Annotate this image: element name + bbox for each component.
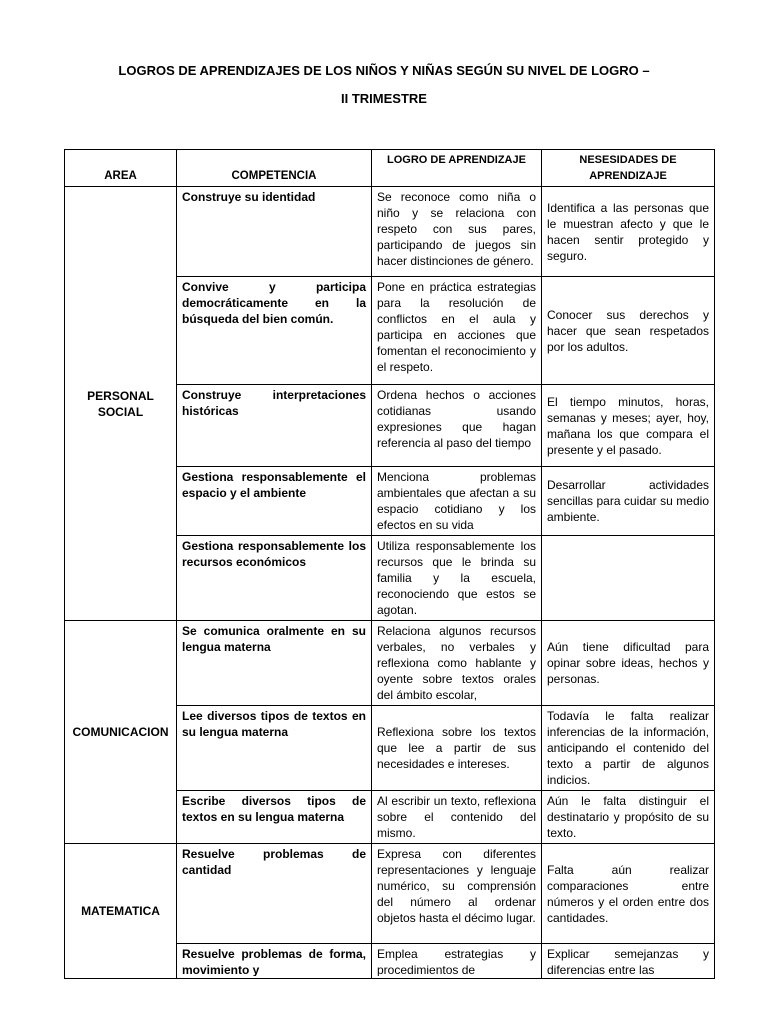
competencia-cell: [177, 944, 372, 979]
necesidad-cell: [542, 944, 715, 979]
logro-text: Emplea estrategias y procedimientos de: [377, 947, 536, 976]
necesidad-cell: [542, 536, 715, 621]
necesidad-cell: Aún tiene dificultad para opinar sobre ideas, hechos y personas.: [542, 621, 715, 706]
necesidad-cell: Conocer sus derechos y hacer que sean respetados por los adultos.: [542, 277, 715, 385]
necesidad-cell: Falta aún realizar comparaciones entre números y el orden entre dos cantidades.: [542, 844, 715, 944]
header-logro: LOGRO DE APRENDIZAJE: [372, 150, 542, 187]
logro-cell: Pone en práctica estrategias para la resolución de conflictos en el aula y participa en acciones que fomentan el reconocimiento y el respeto.: [372, 277, 542, 385]
competencia-cell: Construye interpretaciones históricas: [177, 385, 372, 467]
competencia-cell: Construye su identidad: [177, 187, 372, 277]
competencia-cell: Convive y participa democráticamente en la búsqueda del bien común.: [177, 277, 372, 385]
logro-cell: Menciona problemas ambientales que afectan a su espacio cotidiano y los efectos en su vida: [372, 467, 542, 536]
table-row: [65, 187, 715, 277]
logro-cell: [372, 944, 542, 979]
competencia-cell: Gestiona responsablemente los recursos económicos: [177, 536, 372, 621]
competencia-cell: Resuelve problemas de cantidad: [177, 844, 372, 944]
competencia-cell: Lee diversos tipos de textos en su lengua materna: [177, 706, 372, 791]
header-area: AREA: [65, 150, 177, 187]
logro-cell: Ordena hechos o acciones cotidianas usando expresiones que hagan referencia al paso del tiempo: [372, 385, 542, 467]
table-row: [65, 844, 715, 944]
logro-cell: Se reconoce como niña o niño y se relaciona con respeto con sus pares, participando de juegos sin hacer distinciones de género.: [372, 187, 542, 277]
logro-cell: Al escribir un texto, reflexiona sobre el contenido del mismo.: [372, 791, 542, 844]
achievements-table: [64, 149, 715, 979]
competencia-cell: Escribe diversos tipos de textos en su lengua materna: [177, 791, 372, 844]
necesidad-cell: Aún le falta distinguir el destinatario y propósito de su texto.: [542, 791, 715, 844]
necesidad-cell: Todavía le falta realizar inferencias de la información, anticipando el contenido del texto a partir de algunos indicios.: [542, 706, 715, 791]
competencia-cell: Gestiona responsablemente el espacio y el ambiente: [177, 467, 372, 536]
competencia-text: Resuelve problemas de forma, movimiento y: [182, 947, 366, 976]
area-comunicacion: COMUNICACION: [65, 621, 177, 844]
area-personal-social: PERSONAL SOCIAL: [65, 187, 177, 621]
area-matematica: MATEMATICA: [65, 844, 177, 979]
header-necesidades: NESESIDADES DE APRENDIZAJE: [542, 150, 715, 187]
logro-cell: Utiliza responsablemente los recursos que le brinda su familia y la escuela, reconociendo que estos se agotan.: [372, 536, 542, 621]
table-header-row: [65, 150, 715, 187]
document-title-line1: LOGROS DE APRENDIZAJES DE LOS NIÑOS Y NIÑAS SEGÚN SU NIVEL DE LOGRO –: [118, 63, 650, 78]
necesidad-text: Explicar semejanzas y diferencias entre las: [547, 947, 709, 976]
necesidad-cell: Identifica a las personas que le muestran afecto y que le hacen sentir protegido y seguro.: [542, 187, 715, 277]
header-competencia: COMPETENCIA: [177, 150, 372, 187]
necesidad-cell: El tiempo minutos, horas, semanas y meses; ayer, hoy, mañana los que compara el presente y el pasado.: [542, 385, 715, 467]
competencia-cell: Se comunica oralmente en su lengua materna: [177, 621, 372, 706]
logro-cell: Expresa con diferentes representaciones y lenguaje numérico, su comprensión del número al ordenar objetos hasta el décimo lugar.: [372, 844, 542, 944]
logro-cell: Relaciona algunos recursos verbales, no verbales y reflexiona como hablante y oyente sobre textos orales del ámbito escolar,: [372, 621, 542, 706]
logro-cell: Reflexiona sobre los textos que lee a partir de sus necesidades e intereses.: [372, 706, 542, 791]
table-row: [65, 621, 715, 706]
necesidad-cell: Desarrollar actividades sencillas para cuidar su medio ambiente.: [542, 467, 715, 536]
document-title-line2: II TRIMESTRE: [341, 91, 427, 106]
